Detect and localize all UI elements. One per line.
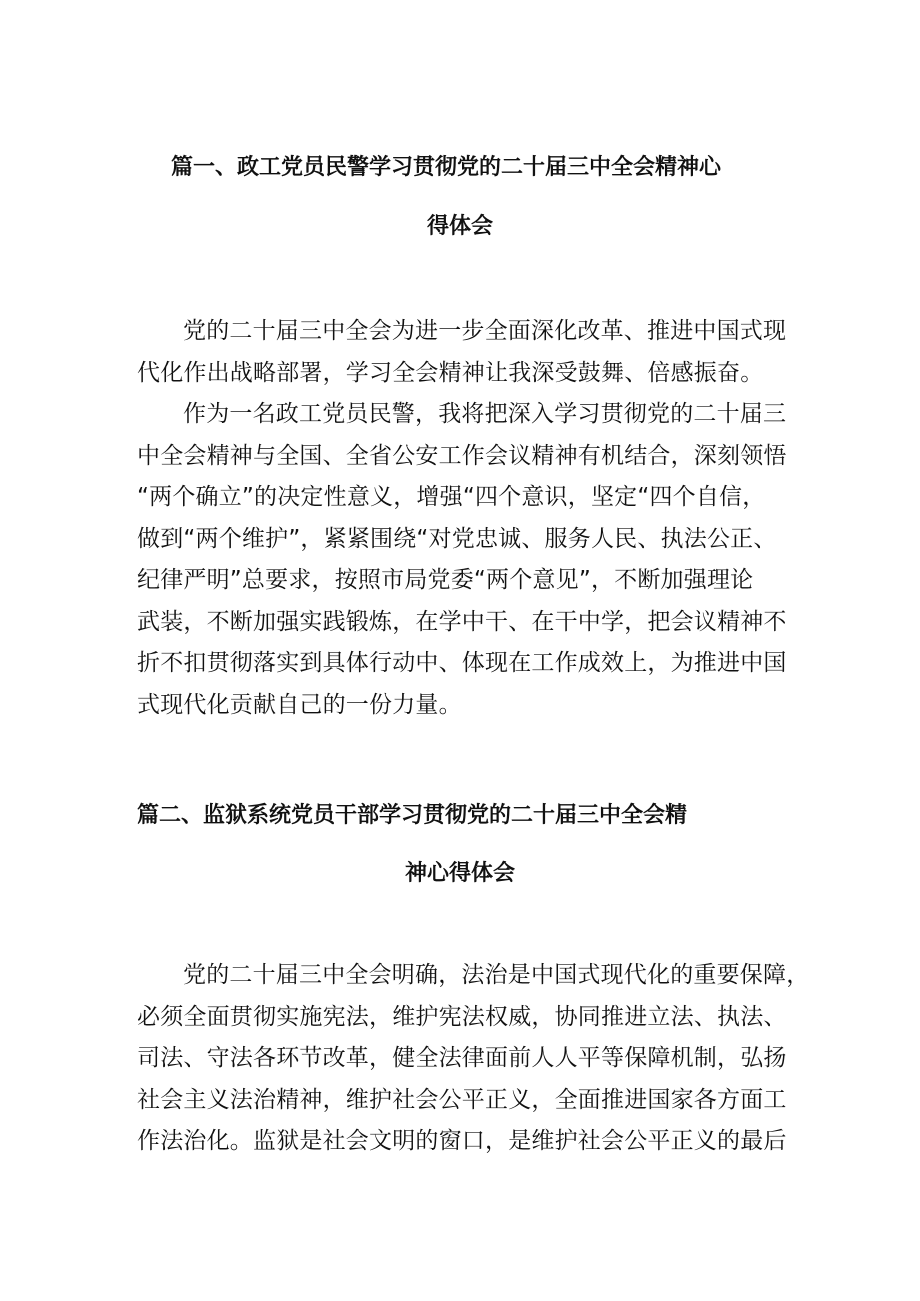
- section2-title-line2: 神心得体会: [404, 861, 515, 886]
- text-line: 做到“两个维护”，紧紧围绕“对党忠诚、服务人民、执法公正、: [137, 525, 777, 552]
- section1-title-line1: 篇一、政工党员民警学习贯彻党的二十届三中全会精神心: [171, 155, 722, 180]
- section2-title-line1: 篇二、监狱系统党员干部学习贯彻党的二十届三中全会精: [137, 803, 688, 828]
- section1-title-line2: 得体会: [426, 214, 493, 239]
- text-line: 党的二十届三中全会明确，法治是中国式现代化的重要保障，: [183, 962, 810, 988]
- text-line: 式现代化贡献自己的一份力量。: [137, 691, 462, 718]
- text-line: 纪律严明”总要求，按照市局党委“两个意见”，不断加强理论: [137, 567, 754, 593]
- text-line: 司法、守法各环节改革，健全法律面前人人平等保障机制，弘扬: [137, 1045, 787, 1071]
- section2-paragraph1: [137, 955, 810, 1163]
- text-line: “两个确立”的决定性意义，增强“四个意识，坚定“四个自信，: [137, 484, 766, 510]
- text-line: 必须全面贯彻实施宪法，维护宪法权威，协同推进立法、执法、: [137, 1003, 787, 1030]
- text-line: 社会主义法治精神，维护社会公平正义，全面推进国家各方面工: [137, 1086, 787, 1113]
- text-line: 党的二十届三中全会为进一步全面深化改革、推进中国式现: [183, 318, 787, 344]
- section1-paragraph1: [137, 311, 793, 394]
- text-line: 折不扣贯彻落实到具体行动中、体现在工作成效上，为推进中国: [137, 650, 787, 676]
- text-line: 作法治化。监狱是社会文明的窗口，是维护社会公平正义的最后: [137, 1128, 787, 1154]
- text-line: 代化作出战略部署，学习全会精神让我深受鼓舞、倍感振奋。: [137, 359, 764, 386]
- text-line: 中全会精神与全国、全省公安工作会议精神有机结合，深刻领悟: [137, 442, 787, 469]
- text-line: 作为一名政工党员民警，我将把深入学习贯彻党的二十届三: [183, 401, 787, 427]
- section1-paragraph2: [137, 394, 793, 726]
- text-line: 武装，不断加强实践锻炼，在学中干、在干中学，把会议精神不: [137, 608, 787, 635]
